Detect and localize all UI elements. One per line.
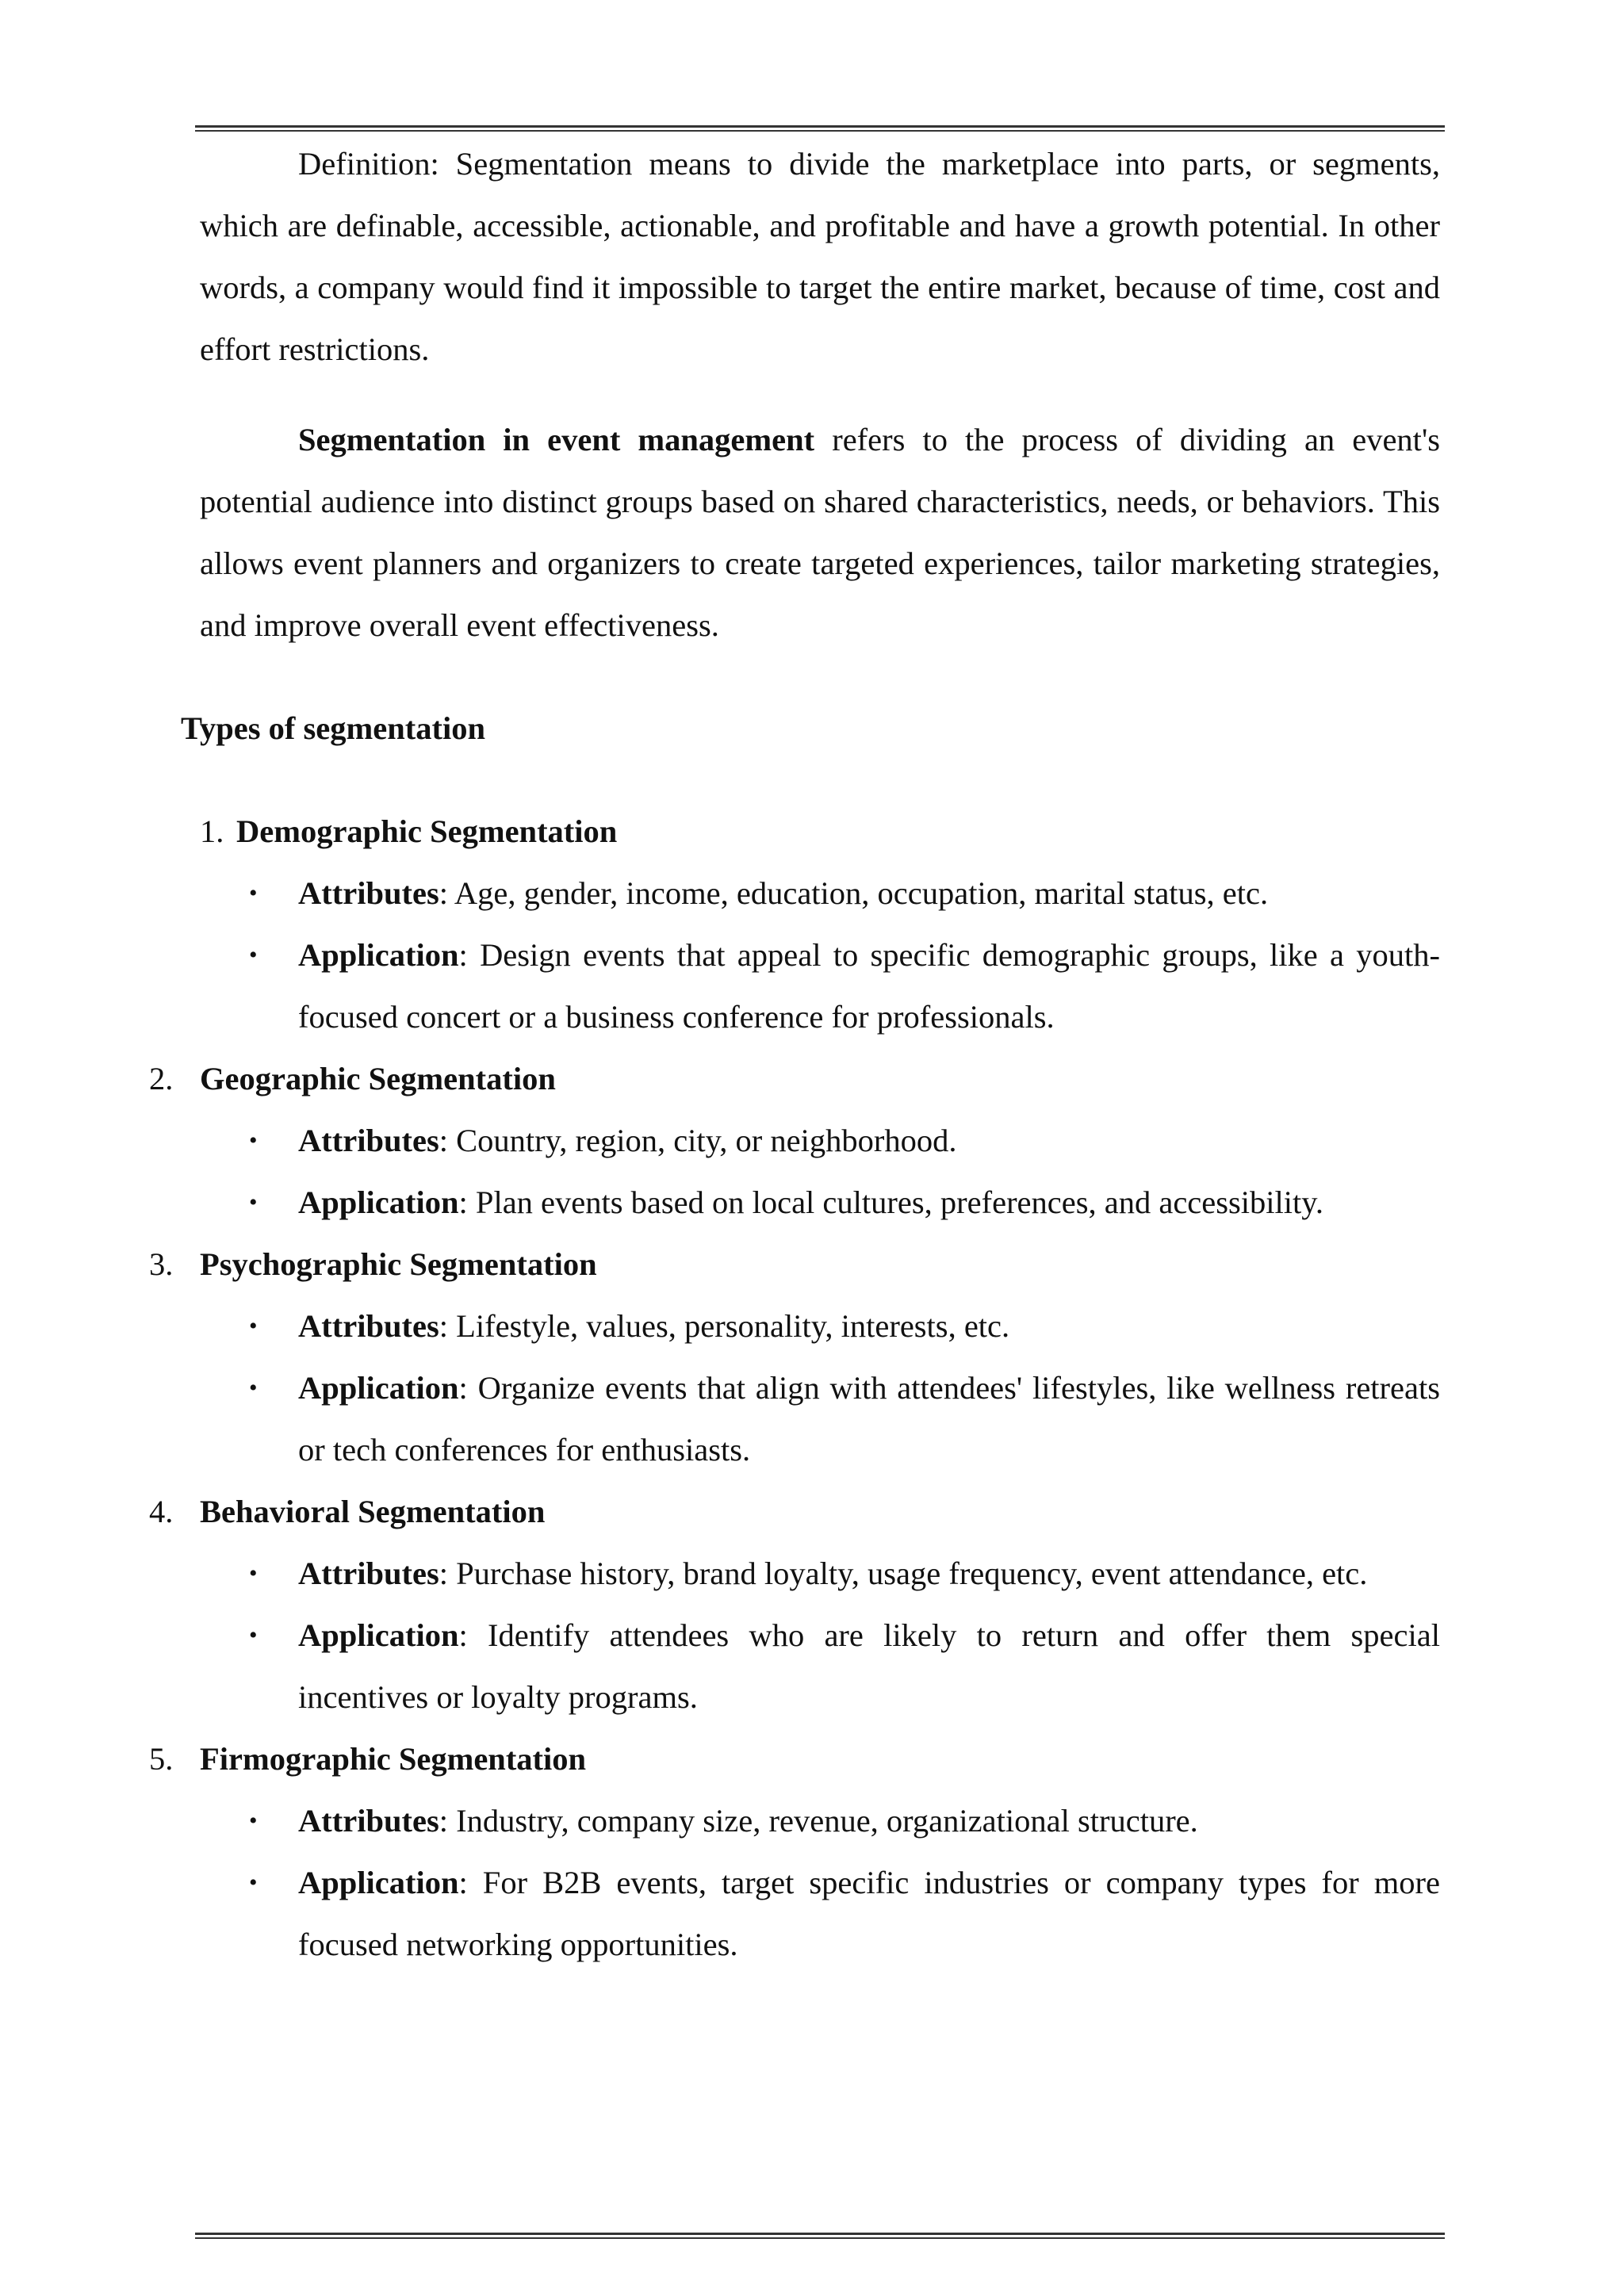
attributes-label: Attributes — [298, 1308, 439, 1344]
application-item — [249, 1357, 1440, 1481]
application-label: Application — [298, 1865, 459, 1900]
application-text: : For B2B events, target specific industries or company types for more focused networking opportunities. — [298, 1865, 1440, 1962]
attributes-item — [249, 1295, 1440, 1357]
application-item — [249, 1852, 1440, 1976]
segmentation-type-details — [200, 1790, 1440, 1976]
segmentation-type-heading — [200, 801, 1440, 863]
attributes-text: : Country, region, city, or neighborhood. — [439, 1123, 957, 1158]
document-body — [149, 133, 1440, 1976]
segmentation-type-number: 4. — [149, 1494, 174, 1529]
segmentation-type-details — [200, 1110, 1440, 1234]
application-text: : Organize events that align with attendees' lifestyles, like wellness retreats or tech conferences for enthusiasts. — [298, 1370, 1440, 1468]
application-text: : Plan events based on local cultures, preferences, and accessibility. — [458, 1184, 1324, 1220]
application-item — [249, 1605, 1440, 1728]
segmentation-type-title: Geographic Segmentation — [200, 1061, 556, 1096]
application-label: Application — [298, 1370, 459, 1406]
bullet-icon: • — [249, 1375, 258, 1401]
definition-paragraph — [200, 133, 1440, 381]
attributes-text: : Purchase history, brand loyalty, usage frequency, event attendance, etc. — [439, 1556, 1368, 1591]
segmentation-type — [149, 1481, 1440, 1728]
attributes-label: Attributes — [298, 1556, 439, 1591]
attributes-item — [249, 1543, 1440, 1605]
application-label: Application — [298, 1184, 459, 1220]
attributes-label: Attributes — [298, 1803, 439, 1839]
event-segmentation-paragraph — [200, 409, 1440, 656]
segmentation-type — [149, 1728, 1440, 1976]
bullet-icon: • — [249, 942, 258, 968]
segmentation-type-title: Firmographic Segmentation — [200, 1741, 587, 1777]
application-label: Application — [298, 937, 459, 973]
application-text: : Identify attendees who are likely to return and offer them special incentives or loyalty programs. — [298, 1617, 1440, 1715]
bullet-icon: • — [249, 1869, 258, 1896]
segmentation-type-number: 2. — [149, 1061, 174, 1096]
application-text: : Design events that appeal to specific demographic groups, like a youth-focused concert or a business conference for professionals. — [298, 937, 1440, 1035]
application-item — [249, 1172, 1440, 1234]
bullet-icon: • — [249, 1808, 258, 1834]
bullet-icon: • — [249, 1189, 258, 1215]
attributes-text: : Age, gender, income, education, occupation, marital status, etc. — [439, 875, 1269, 911]
bullet-icon: • — [249, 880, 258, 906]
attributes-label: Attributes — [298, 1123, 439, 1158]
segmentation-type-title: Behavioral Segmentation — [200, 1494, 546, 1529]
types-heading: Types of segmentation — [181, 710, 485, 746]
bullet-icon: • — [249, 1622, 258, 1648]
segmentation-type-number: 3. — [149, 1246, 174, 1282]
segmentation-type-heading — [149, 1048, 1440, 1110]
application-label: Application — [298, 1617, 459, 1653]
segmentation-types-list — [149, 801, 1440, 1976]
bullet-icon: • — [249, 1127, 258, 1154]
segmentation-type-heading — [149, 1481, 1440, 1543]
segmentation-type — [200, 801, 1440, 1048]
segmentation-type — [149, 1234, 1440, 1481]
segmentation-type-number: 1. — [200, 813, 224, 849]
header-rule — [195, 125, 1445, 132]
segmentation-type-heading — [149, 1234, 1440, 1295]
segmentation-type-number: 5. — [149, 1741, 174, 1777]
footer-rule — [195, 2233, 1445, 2240]
event-segmentation-text: refers to the process of dividing an event's potential audience into distinct groups based on shared characteristics, needs, or behaviors. This allows event planners and organizers to create targeted experiences, tailor marketing strategies, and improve overall event effectiveness. — [200, 422, 1440, 643]
segmentation-type-heading — [149, 1728, 1440, 1790]
bullet-icon: • — [249, 1313, 258, 1339]
segmentation-type-details — [200, 863, 1440, 1048]
attributes-text: : Industry, company size, revenue, organizational structure. — [439, 1803, 1198, 1839]
definition-text: Definition: Segmentation means to divide the marketplace into parts, or segments, which are definable, accessible, actionable, and profitable and have a growth potential. In other words, a company would find it impossible to target the entire market, because of time, cost and effort restrictions. — [200, 146, 1440, 367]
attributes-text: : Lifestyle, values, personality, interests, etc. — [439, 1308, 1010, 1344]
segmentation-type-title: Psychographic Segmentation — [200, 1246, 597, 1282]
segmentation-type — [149, 1048, 1440, 1234]
bullet-icon: • — [249, 1560, 258, 1586]
segmentation-type-details — [200, 1295, 1440, 1481]
event-segmentation-lead: Segmentation in event management — [298, 422, 815, 457]
attributes-label: Attributes — [298, 875, 439, 911]
attributes-item — [249, 863, 1440, 924]
attributes-item — [249, 1790, 1440, 1852]
application-item — [249, 924, 1440, 1048]
segmentation-type-details — [200, 1543, 1440, 1728]
segmentation-type-title: Demographic Segmentation — [236, 813, 618, 849]
attributes-item — [249, 1110, 1440, 1172]
